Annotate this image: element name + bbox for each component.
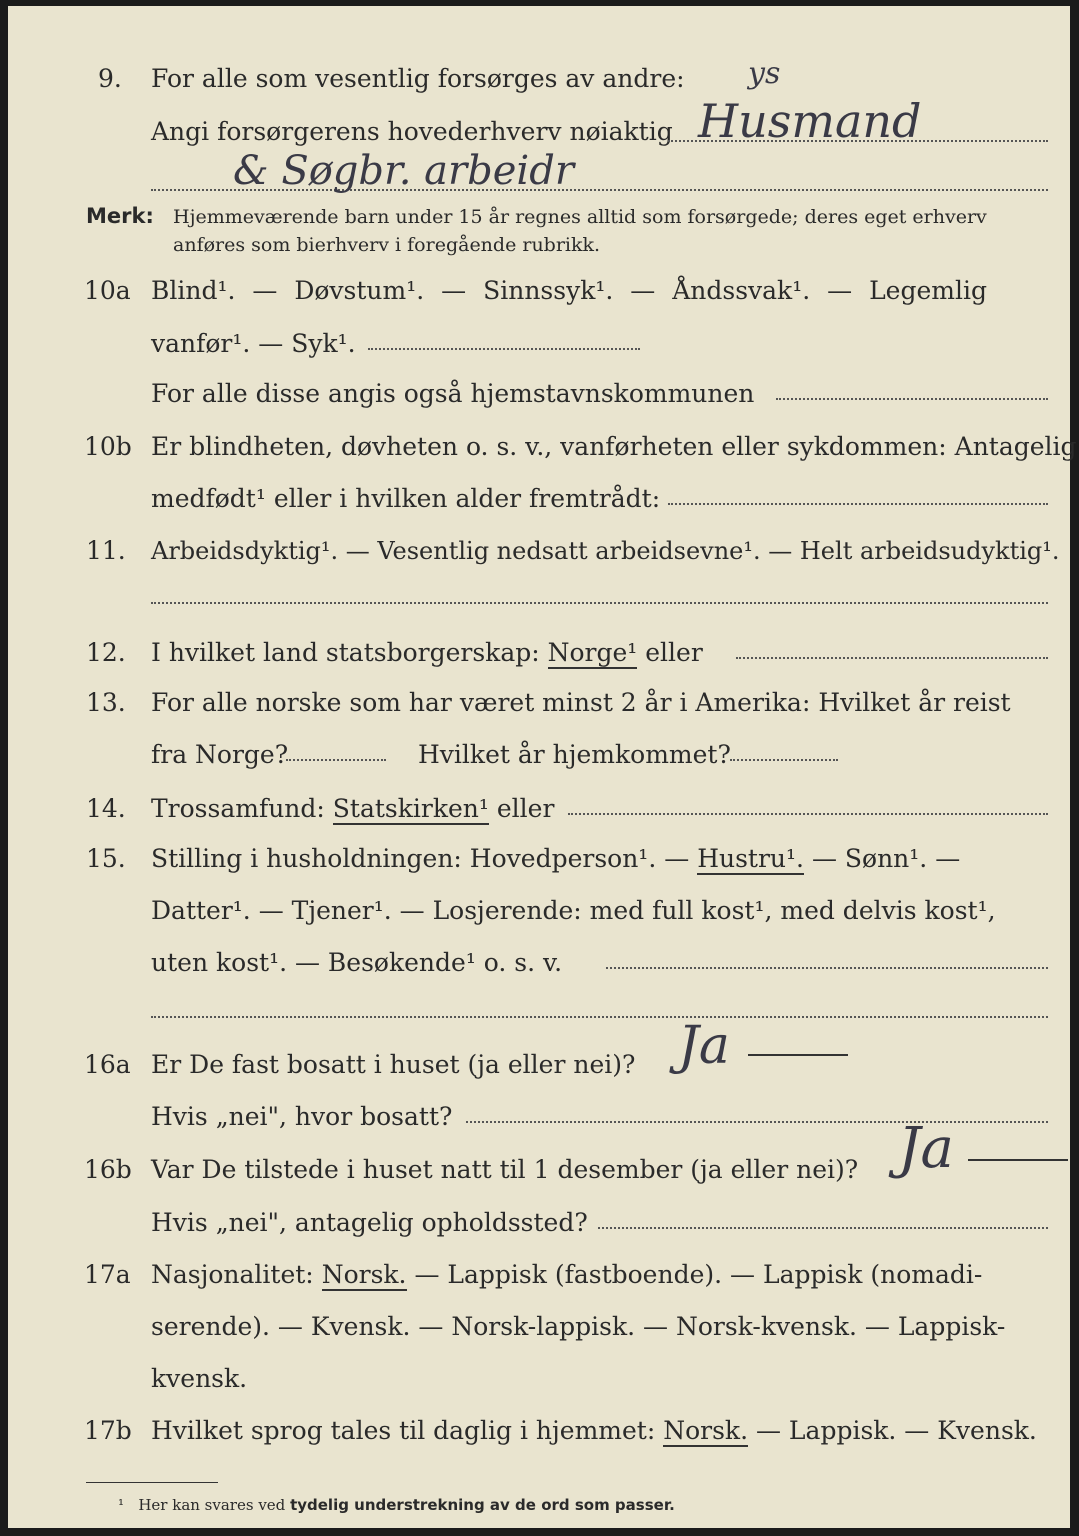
q9-handwriting-top: ys [748,56,781,91]
merk-line2: anføres som bierhverv i foregående rubrikk. [173,234,601,256]
q13-answer-line-2 [730,759,838,761]
q16a-line1: Er De fast bosatt i huset (ja eller nei)? [151,1050,636,1079]
q12-norge: Norge¹ [547,638,638,667]
q15-line3: uten kost¹. — Besøkende¹ o. s. v. [151,948,563,977]
q9-line1: For alle som vesentlig forsørges av andre: [151,64,685,93]
q16b-number: 16b [84,1155,132,1184]
q12-number: 12. [86,638,126,667]
q16a-line2: Hvis „nei", hvor bosatt? [151,1102,453,1131]
q17b-line [151,1416,1037,1446]
footnote-mark: ¹ [118,1496,125,1514]
q11-answer-line [151,602,1048,604]
q13-line2a: fra Norge? [151,740,289,769]
q10b-answer-line [668,503,1048,505]
q10a-number: 10a [84,276,131,305]
q14-answer-line [568,813,1048,815]
q15-answer-line-2 [151,1016,1048,1018]
q16a-answer-line [466,1121,1048,1123]
q17b-question: Hvilket sprog tales til daglig i hjemmet: [151,1416,656,1445]
q16a-hw-stroke [748,1054,848,1056]
q14-statskirken: Statskirken¹ [332,794,489,823]
q10b-line1: Er blindheten, døvheten o. s. v., vanførheten eller sykdommen: Antagelig [151,432,1077,461]
q15-answer-line [606,967,1048,969]
q12-question: I hvilket land statsborgerskap: [151,638,540,667]
q17a-question: Nasjonalitet: [151,1260,314,1289]
q12-line [151,638,703,668]
q17a-options: — Lappisk (fastboende). — Lappisk (nomadi- [414,1260,983,1289]
q15-line1 [151,844,960,874]
q16b-hw-stroke [968,1159,1068,1161]
q10a-line1: Blind¹. — Døvstum¹. — Sinnssyk¹. — Åndssvak¹. — Legemlig [151,276,987,305]
q17a-line1 [151,1260,982,1290]
q11-number: 11. [86,536,126,565]
q17b-number: 17b [84,1416,132,1445]
q14-eller: eller [496,794,555,823]
q10a-answer-line-2 [776,398,1048,400]
q16b-answer-line [598,1227,1048,1229]
q17a-line2: serende). — Kvensk. — Norsk-lappisk. — Norsk-kvensk. — Lappisk- [151,1312,1006,1341]
q12-eller: eller [645,638,703,667]
q10a-answer-line [368,348,640,350]
q15-line1b: — Sønn¹. — [811,844,961,873]
q15-hustru: Hustru¹. [697,844,804,873]
q12-answer-line [736,657,1048,659]
q16b-handwriting: Ja [898,1116,954,1181]
q11-line1: Arbeidsdyktig¹. — Vesentlig nedsatt arbeidsevne¹. — Helt arbeidsudyktig¹. [151,537,1060,565]
footnote [118,1496,675,1514]
q13-line2b: Hvilket år hjemkommet? [418,740,731,769]
q9-line2: Angi forsørgerens hovederhverv nøiaktig [151,117,673,146]
q9-handwriting-1: Husmand [698,94,922,148]
q15-line1a: Stilling i husholdningen: Hovedperson¹. — [151,844,690,873]
q10a-line2: vanfør¹. — Syk¹. [151,329,356,358]
q14-number: 14. [86,794,126,823]
merk-line1: Hjemmeværende barn under 15 år regnes alltid som forsørgede; deres eget erhverv [173,206,987,228]
q9-handwriting-2: & Søgbr. arbeidr [233,148,574,194]
q10b-number: 10b [84,432,132,461]
q17a-line3: kvensk. [151,1364,248,1393]
q16a-handwriting: Ja [678,1016,730,1076]
footnote-text: Her kan svares ved [138,1496,286,1514]
q17b-options: — Lappisk. — Kvensk. [755,1416,1037,1445]
q9-number: 9. [98,64,122,93]
q16b-line1: Var De tilstede i huset natt til 1 desember (ja eller nei)? [151,1155,859,1184]
q14-question: Trossamfund: [151,794,325,823]
q13-answer-line-1 [286,759,386,761]
q17a-number: 17a [84,1260,131,1289]
q14-line [151,794,554,824]
q16a-number: 16a [84,1050,131,1079]
q10a-line3: For alle disse angis også hjemstavnskommunen [151,379,755,408]
q17a-norsk: Norsk. [321,1260,407,1289]
merk-label: Merk: [86,204,154,228]
q15-line2: Datter¹. — Tjener¹. — Losjerende: med full kost¹, med delvis kost¹, [151,896,996,925]
q16b-line2: Hvis „nei", antagelig opholdssted? [151,1208,588,1237]
census-form-page [8,6,1077,1528]
q13-number: 13. [86,688,126,717]
q10b-line2: medfødt¹ eller i hvilken alder fremtrådt: [151,484,661,513]
footnote-rule [86,1482,218,1483]
q13-line1: For alle norske som har været minst 2 år i Amerika: Hvilket år reist [151,688,1011,717]
q17b-norsk: Norsk. [663,1416,749,1445]
q15-number: 15. [86,844,126,873]
footnote-bold-text: tydelig understrekning av de ord som passer. [290,1496,675,1514]
